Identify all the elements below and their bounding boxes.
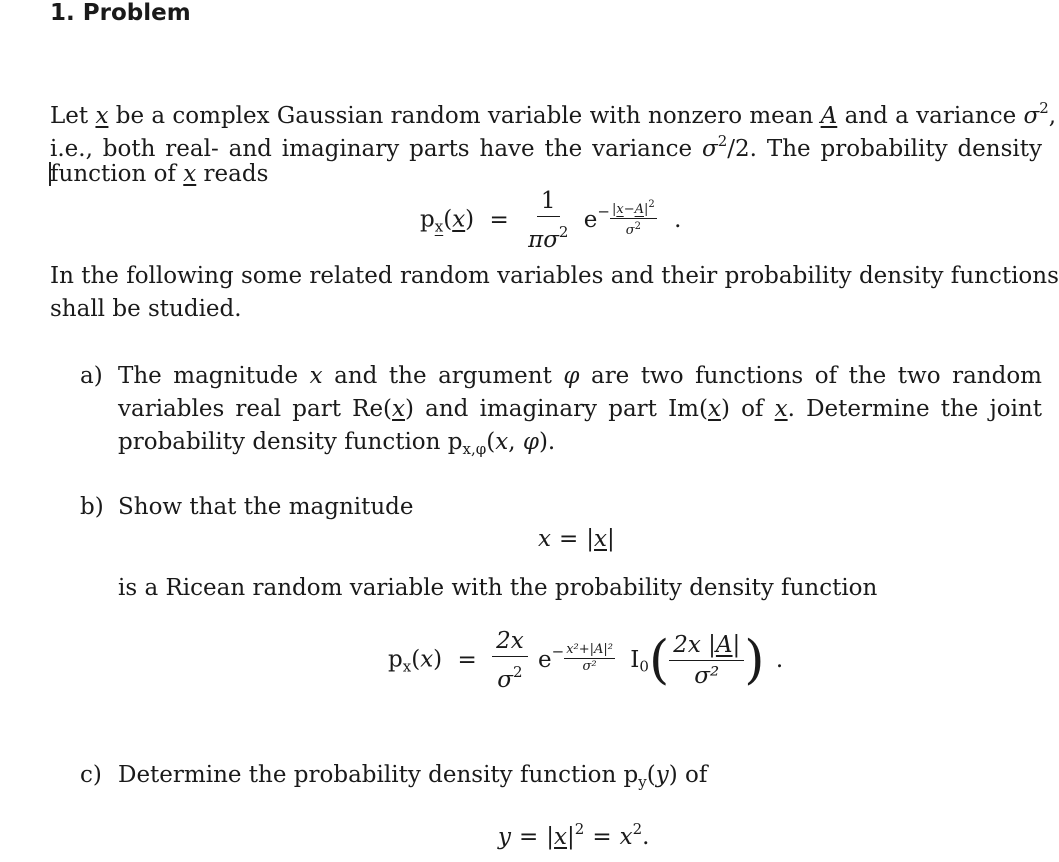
exponent-fraction: $\frac{|x-A|^2}{\sigma^2}$ (611, 198, 655, 238)
intro-line-2: i.e., both real- and imaginary parts have the variance $\sigma^2/2$. The probability density (50, 132, 1042, 162)
part-a-label: a) (80, 363, 103, 389)
problem-heading: 1. Problem (50, 0, 191, 26)
part-a-line-2: variables real part Re(x) and imaginary part Im(x) of x. Determine the joint (118, 396, 1042, 422)
part-c-line-1: Determine the probability density function $p_y(y)$ of (118, 762, 708, 791)
intro-line-3: function of x reads (50, 161, 269, 187)
equation-ricean-pdf: $p_x(x)$ = $\frac{2x}{\sigma^2}$ e− $\frac{\text{x²+|A|²}}{\text{σ²}}$ $I_0$( $\frac{2x |A|}{\text{σ²}}$ ) . (388, 628, 784, 693)
fraction-1-over-pi-sigma2: $\frac{1}{\pi\sigma^2}$ (528, 188, 569, 253)
equation-y-definition: $y = |x|^2 = x^2$. (498, 820, 650, 850)
var-underline-x: x (95, 103, 109, 129)
part-c-label: c) (80, 762, 102, 788)
following-line-2: shall be studied. (50, 296, 242, 322)
part-a-line-3: probability density function $p_{x,\varphi}(x$, φ). (118, 429, 556, 458)
part-b-label: b) (80, 494, 104, 520)
following-line-1: In the following some related random variables and their probability density functions (50, 263, 1059, 289)
equation-gaussian-pdf: $p_x(x)$ = $\frac{1}{\pi\sigma^2}$ e− $\frac{|x-A|^2}{\sigma^2}$ . (420, 188, 682, 253)
text-cursor (49, 162, 51, 186)
part-b-line-1: Show that the magnitude (118, 494, 414, 520)
mean-A: A (820, 103, 838, 129)
part-b-line-2: is a Ricean random variable with the probability density function (118, 575, 878, 601)
equation-magnitude: x = |x| (538, 526, 615, 552)
ricean-exponent-fraction: $\frac{\text{x²+|A|²}}{\text{σ²}}$ (566, 641, 613, 674)
intro-line-1: Let x be a complex Gaussian random variable with nonzero mean A and a variance $\sigma^2$, (50, 99, 1057, 129)
bessel-argument-fraction: $\frac{2x |A|}{\text{σ²}}$ (669, 632, 744, 689)
fraction-2x-over-sigma2: $\frac{2x}{\sigma^2}$ (492, 628, 528, 693)
part-a-line-1: The magnitude x and the argument φ are two functions of the two random (118, 363, 1042, 389)
